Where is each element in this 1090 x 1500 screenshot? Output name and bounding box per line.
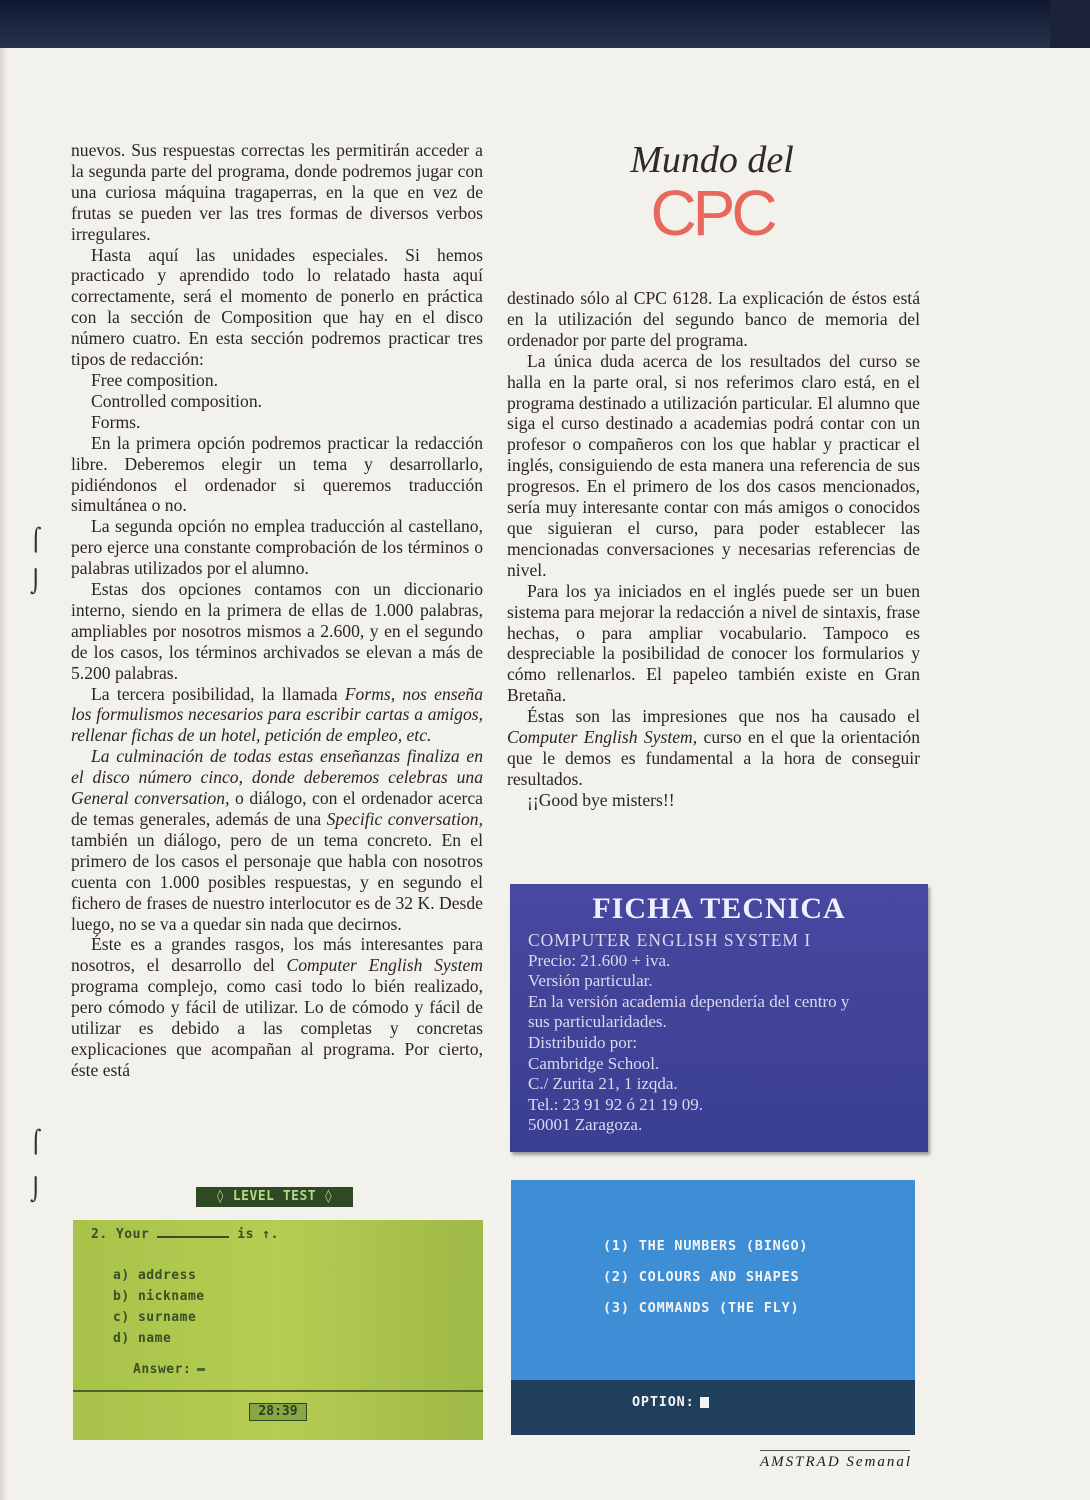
level-test-screenshot <box>73 1220 483 1440</box>
page-gutter-shadow <box>0 48 8 1500</box>
answer-blank <box>157 1226 229 1238</box>
answer-option: a) address <box>113 1268 197 1283</box>
section-heading-line2: CPC <box>650 177 774 249</box>
ficha-line: Versión particular. <box>528 971 653 991</box>
answer-option: c) surname <box>113 1310 197 1325</box>
paragraph: nuevos. Sus respuestas correctas les permitirán acceder a la segunda parte del programa, donde podremos jugar con una curiosa máquina tragaperras, en la que en vez de frutas se pueden ver las tres formas de diversos verbos irregulares. <box>71 140 483 244</box>
binding-mark-icon: ⌠ <box>30 528 42 553</box>
ficha-line: Precio: 21.600 + iva. <box>528 950 671 970</box>
timer-display: 28:39 <box>249 1403 307 1421</box>
answer-label: Answer: <box>133 1362 192 1377</box>
paragraph: Para los ya iniciados en el inglés puede ser un buen sistema para mejorar la redacción a nivel de sintaxis, frase hechas, o para ampliar vocabulario. Tampoco es despreciable la posibilidad de conocer los formularios y cómo rellenarlos. El papeleo también existe en Gran Bretaña. <box>507 580 920 706</box>
binding-mark-icon: ⌡ <box>30 570 42 595</box>
prompt-bar <box>511 1380 915 1435</box>
paragraph: Hasta aquí las unidades especiales. Si hemos practicado y aprendido todo lo relatado hasta aquí correctamente, será el momento de ponerlo en práctica con la sección de Composition que hay en el disco número cuatro. En esta sección podremos practicar tres tipos de redacción: <box>71 244 483 370</box>
menu-item: (2) COLOURS AND SHAPES <box>603 1269 800 1285</box>
answer-option: d) name <box>113 1331 172 1346</box>
paragraph-text: La tercera posibilidad, la llamada <box>91 683 345 704</box>
page-corner <box>1050 0 1090 48</box>
paragraph: Estas dos opciones contamos con un diccionario interno, siendo en la primera de ellas de 1.000 palabras, ampliables por nosotros mismos a 2.600, y en el segundo de los casos, los términos archivados se elevan a más de 5.200 palabras. <box>71 579 483 683</box>
paragraph-text: también un diálogo, pero de un tema concreto. En el primero de los casos el personaje que habla con nosotros cuenta con 1.000 posibles respuestas, y en segundo el fichero de frases de nuestro interlocutor es de 32 K. Desde luego, no se va a quedar sin nada que decirnos. <box>71 829 483 934</box>
paragraph: La segunda opción no emplea traducción al castellano, pero ejerce una constante comprobación de los términos o palabras utilizados por el alumno. <box>71 516 483 579</box>
paragraph-text: Éstas son las impresiones que nos ha causado el <box>527 706 920 727</box>
menu-item: (1) THE NUMBERS (BINGO) <box>603 1238 809 1254</box>
paragraph <box>71 684 483 747</box>
menu-item: (3) COMMANDS (THE FLY) <box>603 1300 800 1316</box>
ficha-line: C./ Zurita 21, 1 izqda. <box>528 1074 678 1094</box>
paragraph <box>71 746 483 934</box>
answer-option: b) nickname <box>113 1289 205 1304</box>
ficha-title: FICHA TECNICA <box>592 892 846 925</box>
answer-prompt <box>133 1362 205 1377</box>
paragraph-italic: Forms, nos enseña los formulismos necesarios para escribir cartas a amigos, rellenar fichas de un hotel, petición de empleo, etc. <box>71 683 483 746</box>
question-text: 2. Your <box>91 1227 150 1242</box>
paragraph-italic: Computer English System, <box>507 727 698 748</box>
article-left-column <box>71 140 483 1081</box>
level-test-caption: ◊ LEVEL TEST ◊ <box>196 1187 353 1207</box>
ficha-line: sus particularidades. <box>528 1012 667 1032</box>
question-text: is ↑. <box>237 1227 279 1242</box>
menu-screenshot <box>511 1180 915 1435</box>
article-right-column <box>507 288 920 811</box>
list-item: Controlled composition. <box>91 390 263 411</box>
paragraph-text: curso en el que la orientación que le demos es fundamental a la hora de conseguir resultados. <box>507 727 921 789</box>
ficha-body <box>528 930 928 1136</box>
ficha-tecnica-box <box>510 884 928 1152</box>
cursor-block-icon <box>700 1397 709 1408</box>
paragraph-text: Éste es a grandes rasgos, los más interesantes para nosotros, el desarrollo del <box>71 934 483 976</box>
section-heading-line1: Mundo del <box>630 139 794 181</box>
paragraph <box>71 934 483 1080</box>
binding-mark-icon: ⌠ <box>30 1130 42 1155</box>
page-footer <box>760 1454 912 1471</box>
cursor-icon <box>197 1368 205 1371</box>
paragraph <box>507 706 920 790</box>
page-top-edge <box>0 0 1090 48</box>
divider <box>73 1390 483 1392</box>
footer-text: AMSTRAD Semanal <box>760 1454 913 1470</box>
ficha-line: Tel.: 23 91 92 ó 21 19 09. <box>528 1094 703 1114</box>
paragraph: ¡¡Good bye misters!! <box>527 789 675 810</box>
paragraph-italic: Specific conversation, <box>326 809 483 829</box>
paragraph-italic: La culminación de todas estas enseñanzas finaliza en el disco número cinco, donde deberemos celebras una General conversation, <box>71 746 483 809</box>
ficha-line: En la versión academia dependería del centro y <box>528 991 850 1011</box>
list-item: Free composition. <box>91 369 219 390</box>
ficha-line: Cambridge School. <box>528 1053 660 1073</box>
option-prompt <box>632 1394 709 1410</box>
paragraph: destinado sólo al CPC 6128. La explicación de éstos está en la utilización del segundo banco de memoria del ordenador por parte del programa. <box>507 288 920 350</box>
ficha-line: 50001 Zaragoza. <box>528 1115 643 1135</box>
list-item: Forms. <box>91 411 141 432</box>
paragraph: En la primera opción podremos practicar la redacción libre. Deberemos elegir un tema y desarrollarlo, pidiéndonos el ordenador si queremos traducción simultánea o no. <box>71 432 483 516</box>
section-heading <box>612 140 812 260</box>
binding-mark-icon: ⌡ <box>30 1178 42 1203</box>
option-label: OPTION: <box>632 1394 695 1410</box>
paragraph-text: programa complejo, como casi todo lo bién realizado, pero cómodo y fácil de utilizar. Lo de cómodo y fácil de utilizar es debido a las completas y concretas explicaciones que acompañan al programa. Por cierto, éste está <box>71 976 483 1080</box>
footer-rule <box>760 1450 910 1451</box>
ficha-line: Distribuido por: <box>528 1032 638 1052</box>
question-line <box>91 1226 279 1242</box>
ficha-line: COMPUTER ENGLISH SYSTEM I <box>528 930 812 950</box>
paragraph-text: o diálogo, con el ordenador acerca de temas generales, además de una <box>71 788 483 829</box>
paragraph: La única duda acerca de los resultados del curso se halla en la parte oral, si nos referimos claro está, en el programa destinado a utilización particular. El alumno que siga el curso destinado a academias podrá contar con un profesor o compañeros con los que hablar y practicar el inglés, consiguiendo de esta manera una referencia de sus progresos. En el primero de los dos casos mencionados, sería muy interesante contar con más amigos o conocidos que siguieran el curso, para poder establecer las mencionadas conversaciones y necesarias referencias de nivel. <box>507 350 920 580</box>
paragraph-italic: Computer English System <box>286 955 483 976</box>
